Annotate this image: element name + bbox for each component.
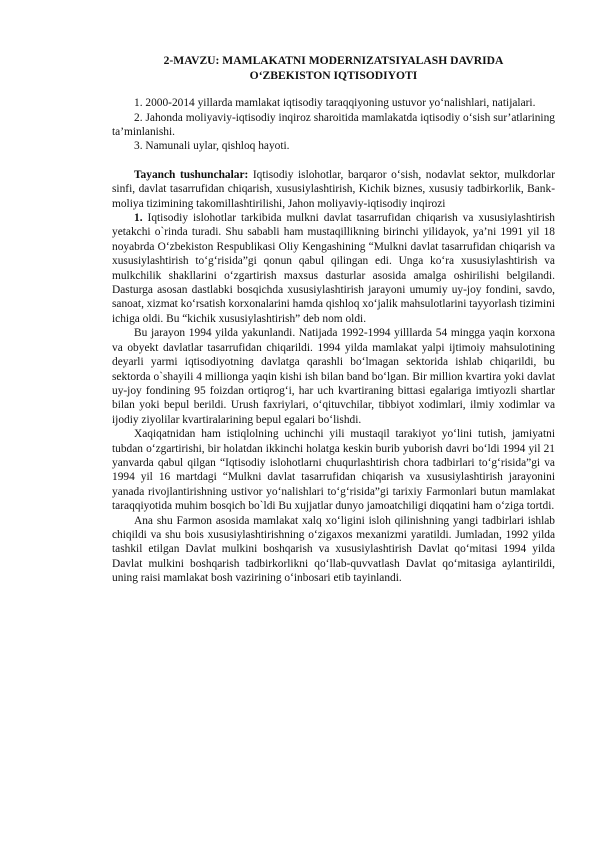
body-paragraph: Bu jarayon 1994 yilda yakunlandi. Natijada 1992-1994 yilllarda 54 mingga yaqin korxona va obyekt davlatlar tasarrufidan chiqarildi. 1994 yilda mamlakat yalpi ijtimoiy mahsulotining deyarli yarmi iqtisodiyotning davlatga qarashli bo‘lmagan sektorida ishlab chiqarildi, bu sektorda o`shayili 4 millionga yaqin kishi ish bilan band bo‘lgan. Bir million kvartira yoki davlat uy-joy fondining 95 foizdan ortiqrog‘i, har uch kvartiraning bittasi egalariga imtiyozli shartlar bilan yoki bepul berildi. Urush faxriylari, o‘qituvchilar, tibbiyot xodimlari, ilmiy xodimlar va ijodiy ziyolilar kvartiralarining bepul egalari bo‘lishdi. (112, 327, 555, 426)
document-page (112, 54, 555, 586)
title-line-2: O‘ZBEKISTON IQTISODIYOTI (249, 68, 418, 82)
plan-item: 2. Jahonda moliyaviy-iqtisodiy inqiroz sharoitida mamlakatda iqtisodiy o‘sish sur’atlarining ta’minlanishi. (112, 111, 555, 138)
topic-plan (112, 96, 555, 154)
plan-item: 3. Namunali uylar, qishloq hayoti. (134, 140, 290, 153)
keywords-paragraph (112, 168, 555, 211)
keywords-text: Iqtisodiy islohotlar, barqaror o‘sish, nodavlat sektor, mulkdorlar sinfi, davlat tasarrufidan chiqarish, xususiylashtirish, Kichik biznes, xususiy tadbirkorlik, Bank-moliya tizimining takomillashtirilishi, Jahon moliyaviy-iqtisodiy inqirozi (112, 168, 555, 210)
body-paragraph: Xaqiqatnidan ham istiqlolning uchinchi yili mustaqil tarakiyot yo‘lini tutish, jamiyatni tubdan o‘zgartirishi, bir holatdan ikkinchi holatga keskin burib yuborish davri bo‘ldi 1994 yil 21 yanvarda qabul qilgan “Iqtisodiy islohotlarni chuqurlashtirish chora tadbirlari to‘g‘risida”gi va 1994 yil 16 martdagi “Mulkni davlat tasarrufidan chiqarish va xususiylashtirish jarayonini yanada rivojlantirishning ustivor yo‘nalishlari to‘g‘risida”gi tarixiy Farmonlari butun mamlakat taraqqiyotida muhim bosqich bo`ldi Bu xujjatlar dunyo jamoatchiligi diqqatini ham o‘ziga tortdi. (112, 428, 555, 513)
keywords-label: Tayanch tushunchalar: (134, 168, 249, 181)
body-paragraph: Ana shu Farmon asosida mamlakat xalq xo‘ligini isloh qilinishning yangi tadbirlari ishlab chiqildi va shu bois xususiylashtirishning o‘zigaxos mexanizmi yaratildi. Jumladan, 1992 yilda tashkil etilgan Davlat mulkini boshqarish va xususiylashtirish Davlat qo‘mitasi 1994 yilda Davlat mulkini boshqarish tadbirkorlikni qo‘llab-quvvatlash Davlat qo‘mitasiga aylantirildi, uning raisi mamlakat bosh vazirining o‘inbosari etib tayinlandi. (112, 514, 555, 585)
spacer (112, 154, 555, 168)
plan-item: 1. 2000-2014 yillarda mamlakat iqtisodiy taraqqiyoning ustuvor yo‘nalishlari, natijalari. (134, 97, 536, 110)
section-number: 1. (134, 212, 143, 225)
page-title (112, 54, 555, 83)
section-1-text: Iqtisodiy islohotlar tarkibida mulkni davlat tasarrufidan chiqarish va xususiylashtirish yetakchi o`rinda turadi. Shu sababli ham mustaqillikning birinchi yilidayok, ya’ni 1991 yil 18 noyabrda O‘zbekiston Respublikasi Oliy Kengashining “Mulkni davlat tasarrufidan chiqarish va xususiylashtirish to‘g‘risida”gi qonun qabul qilingan edi. Unga ko‘ra xususiylashtirish va mulkchilik shakllarini o‘zgartirish maxsus dasturlar asosida amalga oshirilishi belgilandi. Dasturga asosan dastlabki bosqichda xususiylashtirish jarayoni umumiy uy-joy fondini, savdo, sanoat, xizmat ko‘rsatish korxonalarini hamda qishloq xo‘jalik mahsulotlarini tayyorlash tizimini ichiga oldi. Bu “kichik xususiylashtirish” deb nom oldi. (112, 212, 555, 325)
section-1-paragraph (112, 211, 555, 326)
title-line-1: 2-MAVZU: MAMLAKATNI MODERNIZATSIYALASH DAVRIDA (163, 54, 504, 67)
